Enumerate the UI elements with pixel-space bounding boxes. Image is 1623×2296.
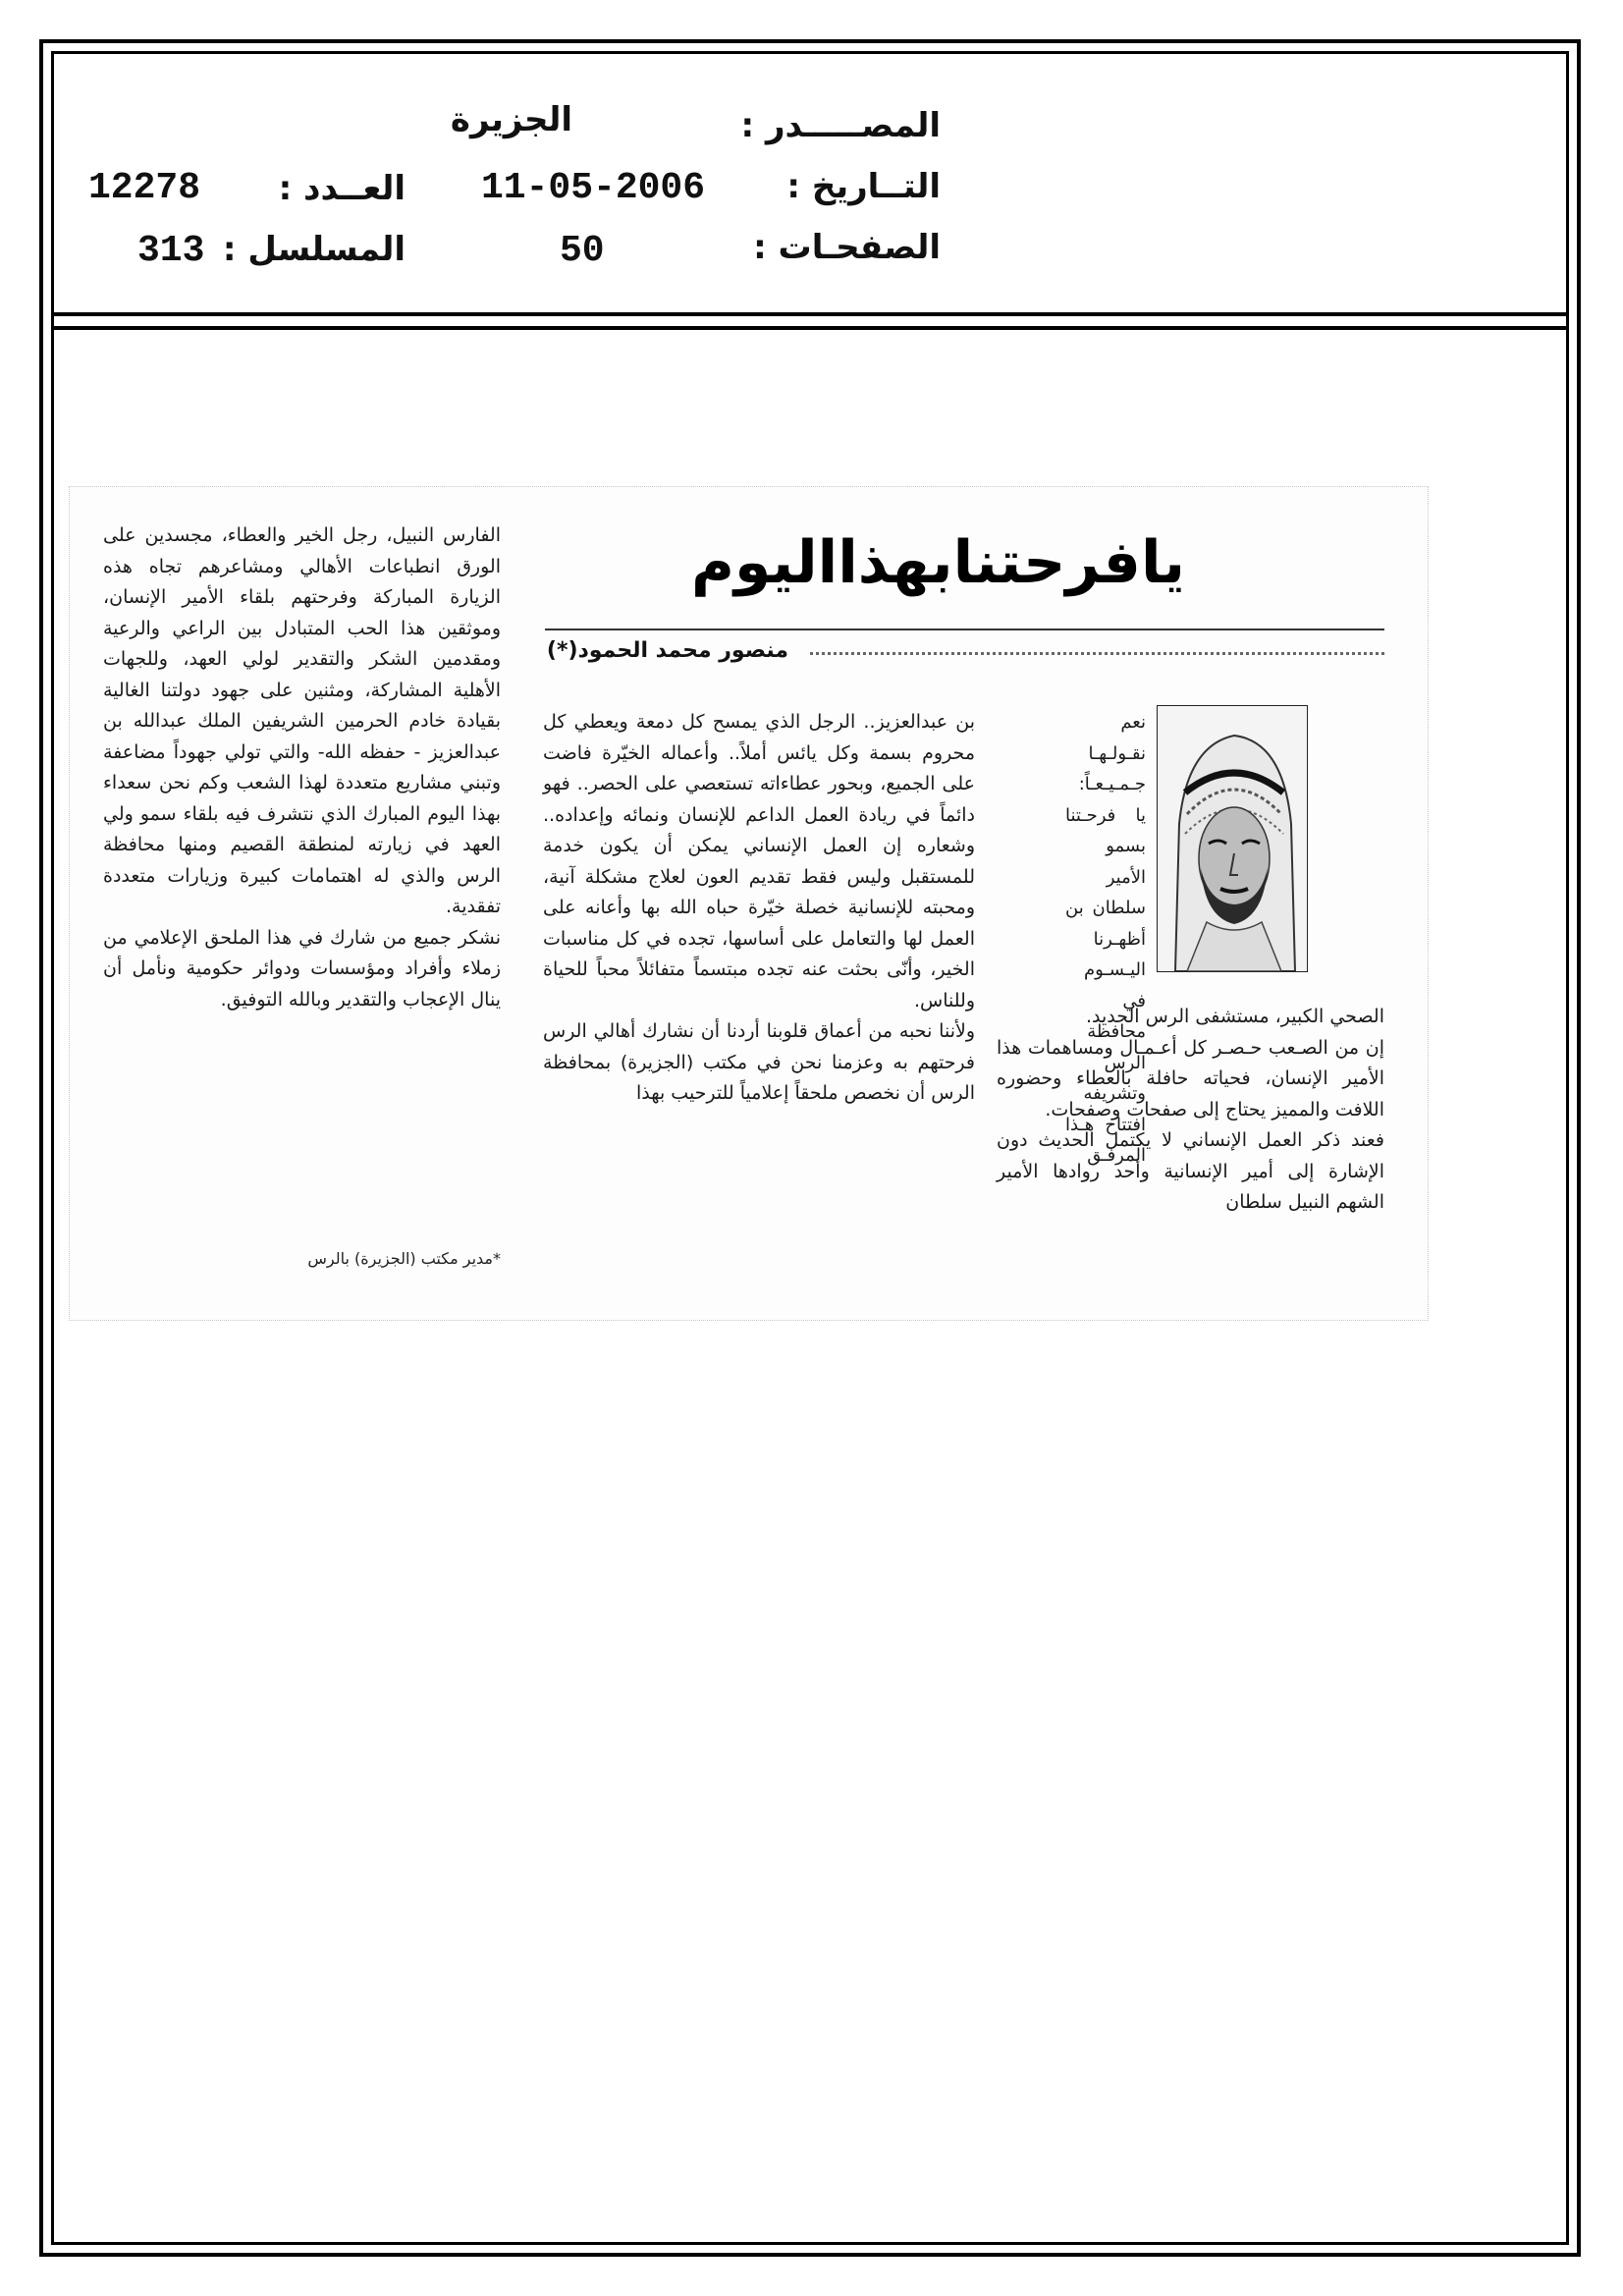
source-value: الجزيرة bbox=[450, 100, 572, 139]
article-column-right-bottom bbox=[997, 1002, 1384, 1219]
serial-label: المسلسل : bbox=[222, 230, 406, 269]
paragraph: ولأننا نحبه من أعماق قلوبنا أردنا أن نشارك أهالي الرس فرحتهم به وعزمنا نحن في مكتب (الجزيرة) بمحافظة الرس أن نخصص ملحقاً إعلامياً للترحيب بهذا bbox=[543, 1020, 975, 1104]
header-separator-top bbox=[51, 312, 1569, 316]
paragraph: بن عبدالعزيز.. الرجل الذي يمسح كل دمعة ويعطي كل محروم بسمة وكل يائس أملاً.. وأعماله الخيّرة فاضت على الجميع، وبحور عطاءاته تستعصي على الحصر.. فهو دائماً في ريادة العمل الداعم للإنسان ونمائه وإعداده.. وشعاره إن العمل الإنساني يمكن أن يكون خدمة للمستقبل وليس فقط تقديم العون لعلاج مشكلة آنية، ومحبته للإنسانية خصلة خيّرة حباه الله بها وأعانه على العمل لها والتعامل على أساسها، تجده في كل مناسبات الخير، وأنّى بحثت عنه تجده مبتسماً متفائلاً محباً للحياة وللناس. bbox=[543, 711, 975, 1011]
pages-label: الصفحـات : bbox=[753, 228, 941, 267]
pages-value: 50 bbox=[560, 230, 605, 272]
source-label: المصـــــدر : bbox=[740, 106, 941, 145]
paragraph: نعم نقـولـهـا جـمـيـعـاً: يا فرحـتنا بسمو الأمير سلطان بن أظهـرنا اليـسـوم في محافظة الرس وتشريفه افتتاح هـذا المرفـق bbox=[1065, 712, 1146, 1166]
article-headline: يافرحتنابهذااليوم bbox=[691, 528, 1185, 597]
byline-dotted-rule bbox=[810, 652, 1384, 655]
article-column-left bbox=[103, 520, 501, 1015]
issue-label: العــدد : bbox=[278, 169, 406, 208]
headline-rule bbox=[545, 629, 1384, 630]
author-footnote: *مدير مكتب (الجزيرة) بالرس bbox=[307, 1249, 501, 1268]
paragraph: فعند ذكر العمل الإنساني لا يكتمل الحديث دون الإشارة إلى أمير الإنسانية وأحد روادها الأمير الشهم النبيل سلطان bbox=[997, 1129, 1384, 1213]
header-separator-bottom bbox=[51, 326, 1569, 330]
paragraph: نشكر جميع من شارك في هذا الملحق الإعلامي من زملاء وأفراد ومؤسسات ودوائر حكومية ونأمل أن ينال الإعجاب والتقدير وبالله التوفيق. bbox=[103, 926, 501, 1011]
paragraph: الصحي الكبير، مستشفى الرس الجديد. bbox=[1085, 1006, 1384, 1027]
article-byline: منصور محمد الحمود(*) bbox=[546, 638, 788, 663]
author-photo bbox=[1157, 705, 1308, 972]
date-label: التــاريخ : bbox=[786, 167, 941, 206]
paragraph: إن من الصـعب حـصـر كل أعـمـال ومساهمات هذا الأمير الإنسان، فحياته حافلة بالعطاء وحضوره اللافت والمميز يحتاج إلى صفحات وصفحات. bbox=[997, 1036, 1384, 1121]
portrait-image bbox=[1158, 706, 1307, 971]
date-value: 11-05-2006 bbox=[481, 167, 706, 209]
issue-value: 12278 bbox=[88, 167, 201, 209]
article-column-middle bbox=[543, 707, 975, 1110]
serial-value: 313 bbox=[137, 230, 205, 272]
paragraph: الفارس النبيل، رجل الخير والعطاء، مجسدين على الورق انطباعات الأهالي ومشاعرهم تجاه هذه الزيارة المباركة وفرحتهم بلقاء الأمير الإنسان، وموثقين هذا الحب المتبادل بين الراعي والرعية ومقدمين الشكر والتقدير لولي العهد، وللجهات الأهلية المشاركة، ومثنين على جهود دولتنا الغالية بقيادة خادم الحرمين الشريفين الملك عبدالله بن عبدالعزيز - حفظه الله- والتي تولي جهوداً مضاعفة وتبني مشاريع متعددة لهذا الشعب وكم نحن سعداء بهذا اليوم المبارك الذي نتشرف فيه بلقاء سمو ولي العهد في زيارته لمنطقة القصيم ومنها محافظة الرس والذي له اهتمامات كبيرة وزيارات متعددة تفقدية. bbox=[103, 524, 501, 917]
